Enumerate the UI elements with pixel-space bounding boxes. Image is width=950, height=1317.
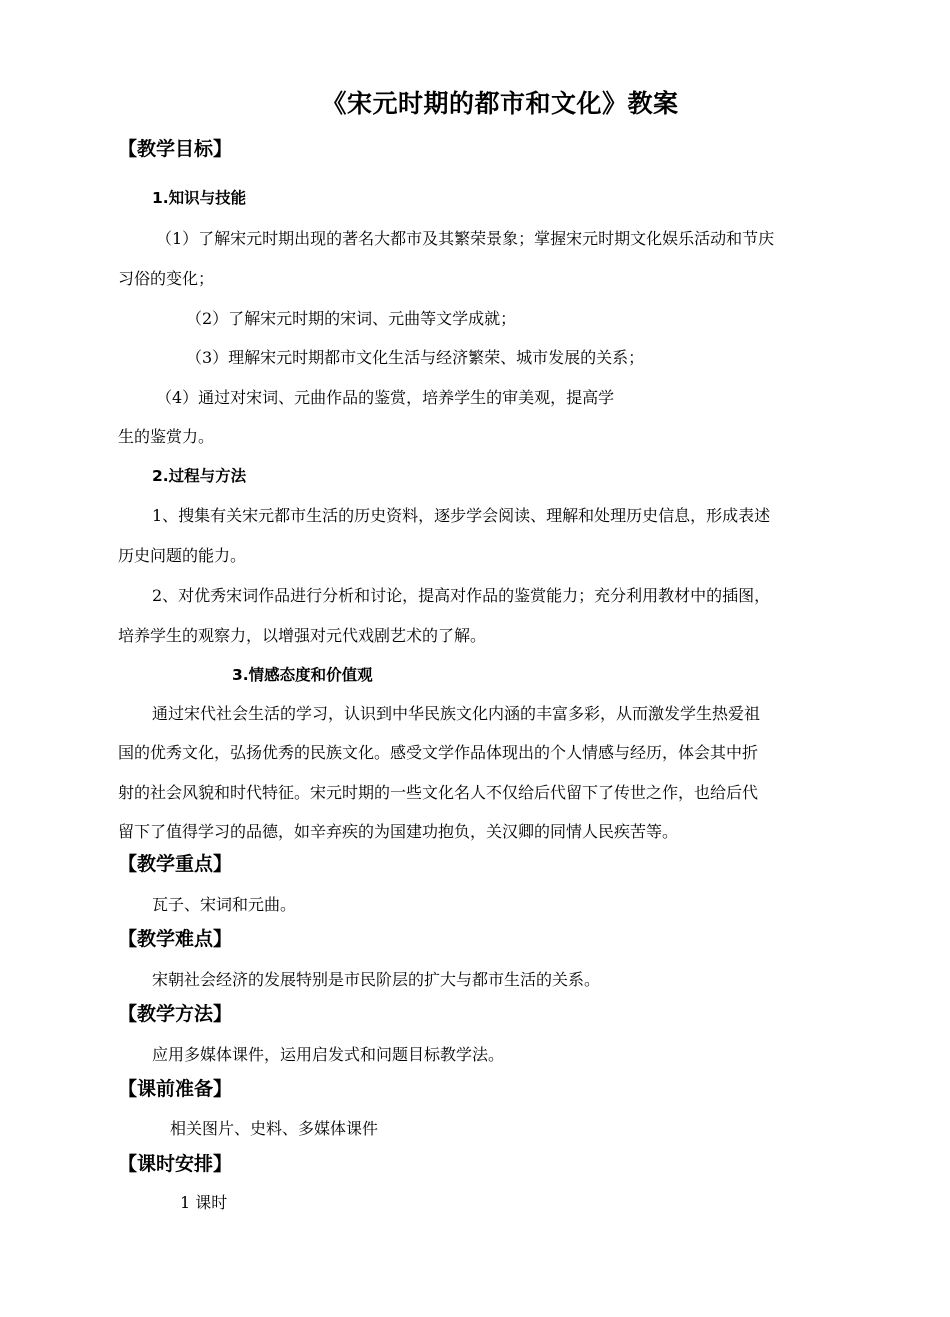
subheading-knowledge: 1.知识与技能 <box>152 189 247 207</box>
paragraph-line: 射的社会风貌和时代特征。宋元时期的一些文化名人不仅给后代留下了传世之作，也给后代 <box>118 783 759 802</box>
paragraph-line: 国的优秀文化，弘扬优秀的民族文化。感受文学作品体现出的个人情感与经历，体会其中折 <box>118 743 759 762</box>
paragraph-line: 留下了值得学习的品德，如辛弃疾的为国建功抱负，关汉卿的同情人民疾苦等。 <box>118 822 679 841</box>
section-heading-schedule: 【课时安排】 <box>118 1153 233 1175</box>
paragraph-line: （3）理解宋元时期都市文化生活与经济繁荣、城市发展的关系； <box>186 348 645 367</box>
section-heading-objectives: 【教学目标】 <box>118 138 233 160</box>
section-heading-preparation: 【课前准备】 <box>118 1078 233 1100</box>
section-heading-methods: 【教学方法】 <box>118 1003 233 1025</box>
paragraph-line: 1、搜集有关宋元都市生活的历史资料，逐步学会阅读、理解和处理历史信息，形成表述 <box>152 506 771 525</box>
paragraph-line: 生的鉴赏力。 <box>118 427 215 446</box>
paragraph-line: 宋朝社会经济的发展特别是市民阶层的扩大与都市生活的关系。 <box>152 970 601 989</box>
paragraph-line: 应用多媒体课件，运用启发式和问题目标教学法。 <box>152 1045 505 1064</box>
section-heading-key-points: 【教学重点】 <box>118 853 233 875</box>
paragraph-line: 2、对优秀宋词作品进行分析和讨论，提高对作品的鉴赏能力；充分利用教材中的插图， <box>152 586 771 605</box>
paragraph-line: 1 课时 <box>180 1193 228 1212</box>
page-title: 《宋元时期的都市和文化》教案 <box>321 89 679 118</box>
paragraph-line: （2）了解宋元时期的宋词、元曲等文学成就； <box>186 309 517 328</box>
paragraph-line: （4）通过对宋词、元曲作品的鉴赏，培养学生的审美观，提高学 <box>156 388 615 407</box>
paragraph-line: （1）了解宋元时期出现的著名大都市及其繁荣景象；掌握宋元时期文化娱乐活动和节庆 <box>156 229 775 248</box>
subheading-values: 3.情感态度和价值观 <box>232 666 373 684</box>
paragraph-line: 通过宋代社会生活的学习，认识到中华民族文化内涵的丰富多彩，从而激发学生热爱祖 <box>152 704 761 723</box>
paragraph-line: 历史问题的能力。 <box>118 546 247 565</box>
paragraph-line: 培养学生的观察力，以增强对元代戏剧艺术的了解。 <box>118 626 487 645</box>
paragraph-line: 瓦子、宋词和元曲。 <box>152 895 297 914</box>
paragraph-line: 相关图片、史料、多媒体课件 <box>170 1119 379 1138</box>
subheading-process: 2.过程与方法 <box>152 467 247 485</box>
section-heading-difficulties: 【教学难点】 <box>118 928 233 950</box>
paragraph-line: 习俗的变化； <box>118 269 215 288</box>
